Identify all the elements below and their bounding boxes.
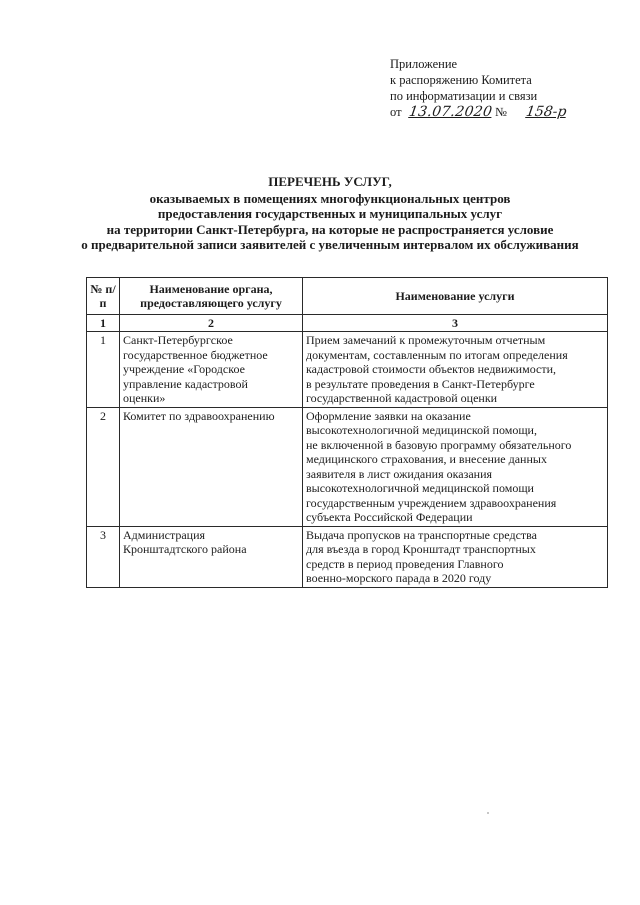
table-body (87, 315, 608, 588)
header-service: Наименование услуги (303, 278, 608, 315)
service-line: Прием замечаний к промежуточным отчетным (306, 333, 546, 347)
services-table (86, 277, 608, 588)
appendix-date-line (390, 104, 630, 120)
table-row (87, 332, 608, 408)
service-line: не включенной в базовую программу обязательного (306, 437, 572, 452)
title-line-1: ПЕРЕЧЕНЬ УСЛУГ, (268, 174, 392, 189)
table-row (87, 407, 608, 526)
service-line: высокотехнологичной медицинской помощи, (306, 423, 537, 437)
appendix-block (390, 56, 630, 120)
column-numbers-row (87, 315, 608, 332)
service-line: медицинского страхования, и внесение данных (306, 452, 547, 466)
org-line: Санкт-Петербургское (123, 333, 233, 347)
number-sign: № (494, 105, 507, 119)
scan-speck (487, 812, 489, 814)
org-line: Администрация (123, 527, 206, 542)
service-line: государственным учреждением здравоохранения (306, 495, 557, 510)
service-line: Оформление заявки на оказание (306, 408, 471, 423)
org-line: оценки» (123, 391, 166, 405)
org-cell (120, 332, 303, 408)
service-line: в результате проведения в Санкт-Петербурге (306, 376, 535, 391)
header-num: № п/п (87, 278, 120, 315)
service-line: высокотехнологичной медицинской помощи (306, 481, 534, 495)
handwritten-number: 158-р (524, 104, 568, 120)
service-line: средств в период проведения Главного (306, 556, 504, 571)
org-cell (120, 407, 303, 526)
title-line-5: о предварительной записи заявителей с увеличенным интервалом их обслуживания (81, 237, 579, 252)
column-number-1: 1 (87, 315, 120, 332)
service-line: государственной кадастровой оценки (306, 391, 498, 405)
appendix-line-1: Приложение (390, 57, 458, 71)
service-line: субъекта Российской Федерации (306, 510, 473, 524)
table-row (87, 526, 608, 587)
service-line: документам, составленным по итогам определения (306, 347, 568, 362)
title-line-3: предоставления государственных и муниципальных услуг (157, 206, 503, 221)
service-line: для въезда в город Кронштадт транспортных (306, 542, 536, 556)
row-number: 2 (87, 407, 120, 526)
row-number: 3 (87, 526, 120, 587)
row-number: 1 (87, 332, 120, 408)
org-cell (120, 526, 303, 587)
column-number-2: 2 (120, 315, 303, 332)
service-line: заявителя в лист ожидания оказания (306, 466, 493, 481)
appendix-from-label: от (390, 105, 402, 119)
title-line-2: оказываемых в помещениях многофункциональных центров (149, 190, 511, 206)
appendix-line-2: к распоряжению Комитета (390, 73, 532, 87)
handwritten-date: 13.07.2020 (407, 104, 493, 120)
org-line: управление кадастровой (123, 376, 248, 391)
org-line: учреждение «Городское (123, 362, 245, 376)
column-number-3: 3 (303, 315, 608, 332)
org-line: Комитет по здравоохранению (123, 408, 275, 423)
service-cell (303, 407, 608, 526)
header-org: Наименование органа, предоставляющего услугу (120, 278, 303, 315)
title-line-4: на территории Санкт-Петербурга, на которые не распространяется условие (106, 221, 554, 237)
org-line: государственное бюджетное (123, 347, 268, 362)
appendix-line-3: по информатизации и связи (390, 89, 538, 103)
service-line: Выдача пропусков на транспортные средства (306, 527, 537, 542)
document-title (30, 174, 630, 253)
service-line: кадастровой стоимости объектов недвижимости, (306, 362, 556, 376)
service-cell (303, 526, 608, 587)
table-header-row (87, 278, 608, 315)
service-cell (303, 332, 608, 408)
org-line: Кронштадтского района (123, 542, 247, 556)
service-line: военно-морского парада в 2020 году (306, 571, 492, 585)
